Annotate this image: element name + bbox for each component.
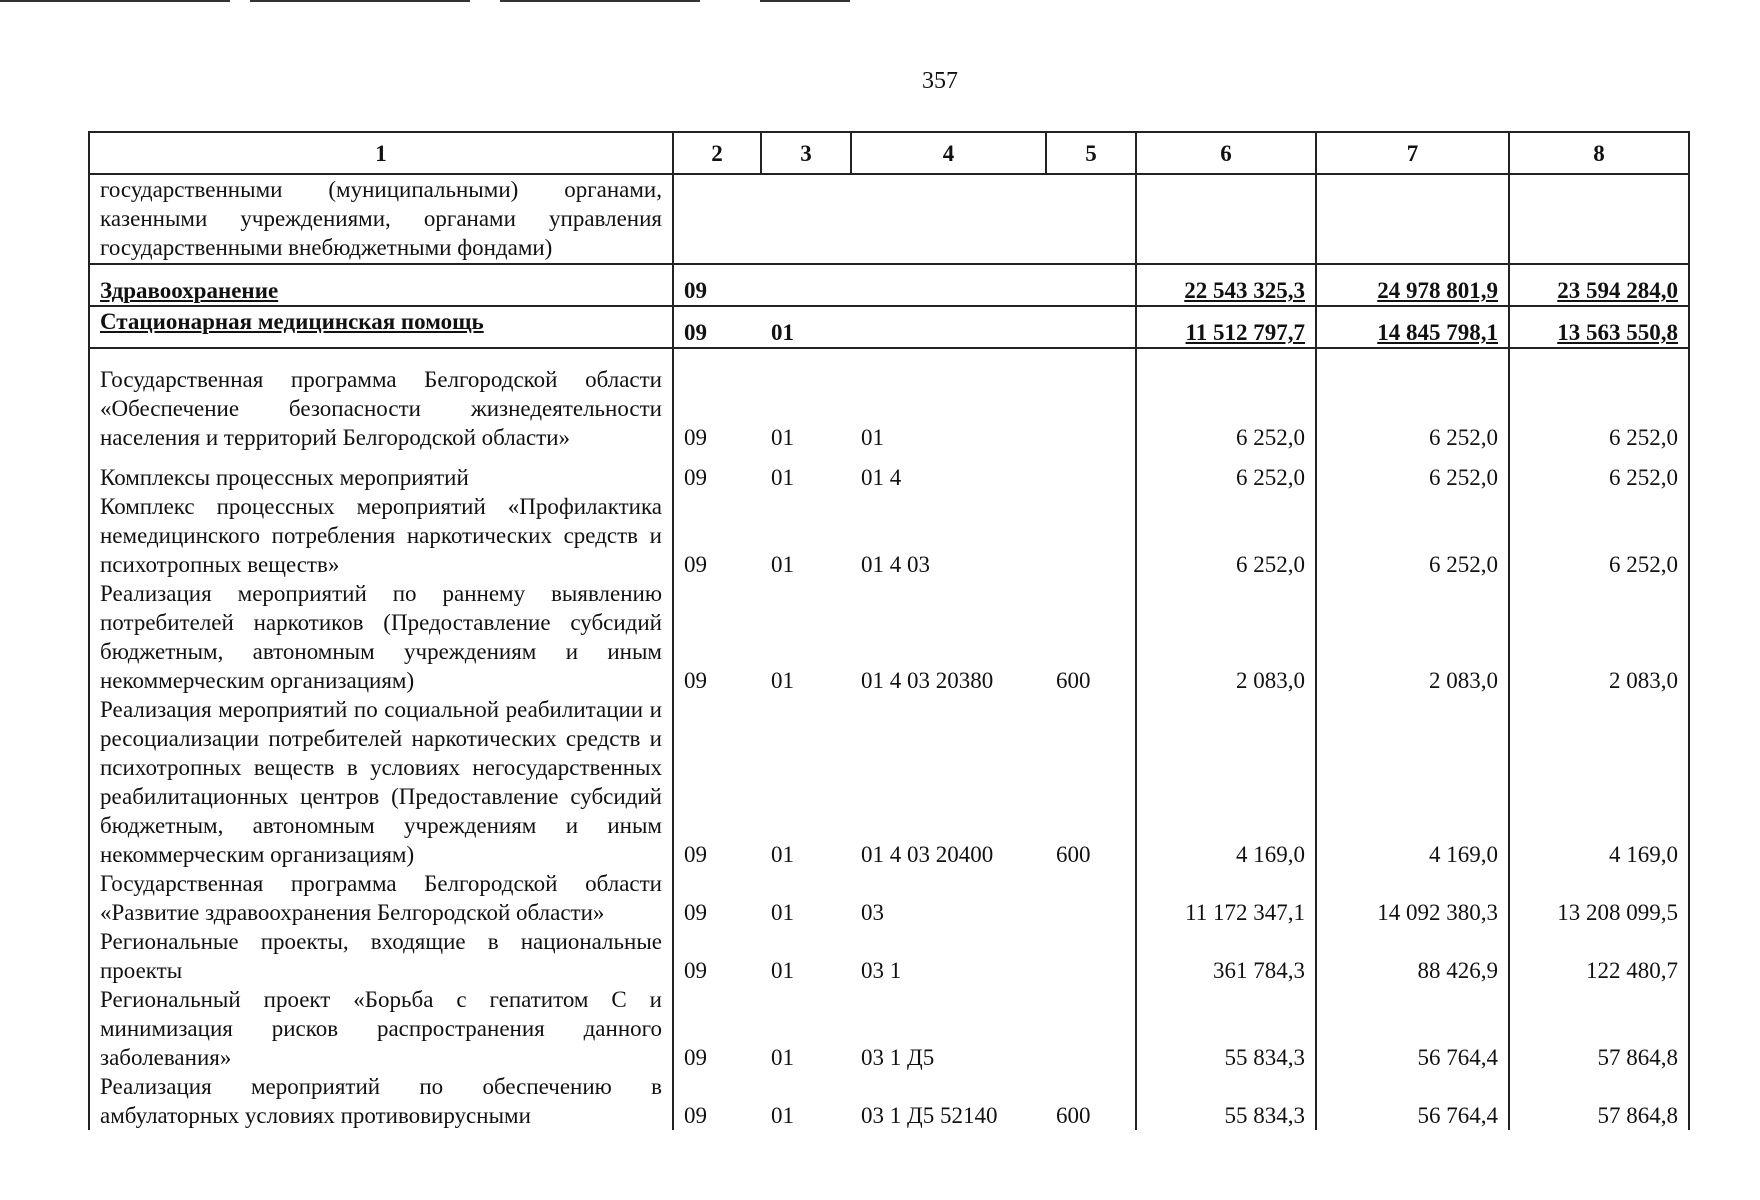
row-subsection-code: 01 bbox=[761, 306, 851, 348]
row-section-code: 09 bbox=[684, 900, 707, 925]
table-row bbox=[89, 695, 1689, 869]
row-value-6: 6 252,0 bbox=[1136, 492, 1316, 579]
table-row bbox=[89, 1072, 1689, 1130]
row-name: Государственная программа Белгородской области «Развитие здравоохранения Белгородской области» bbox=[89, 869, 673, 927]
column-header: 6 bbox=[1136, 132, 1316, 174]
row-subsection-code: 01 bbox=[771, 465, 794, 490]
row-expense-type: 600 bbox=[1046, 695, 1136, 869]
row-target-code: 03 1 bbox=[861, 958, 902, 983]
row-name: Комплекс процессных мероприятий «Профилактика немедицинского потребления наркотических средств и психотропных веществ» bbox=[89, 492, 673, 579]
top-edge-rule bbox=[500, 0, 700, 2]
row-name: Государственная программа Белгородской области «Обеспечение безопасности жизнедеятельности населения и территорий Белгородской области» bbox=[89, 348, 673, 452]
row-target-code: 03 1 Д5 bbox=[861, 1045, 935, 1070]
row-target-code: 01 4 bbox=[861, 465, 902, 490]
column-header: 2 bbox=[673, 132, 761, 174]
row-section-code: 09 bbox=[684, 1103, 707, 1128]
row-value-8: 122 480,7 bbox=[1509, 927, 1689, 985]
row-value-6 bbox=[1136, 174, 1316, 264]
row-section-code: 09 bbox=[684, 842, 707, 867]
row-section-code: 09 bbox=[673, 264, 761, 306]
row-expense-type bbox=[1046, 348, 1136, 452]
row-value-7: 6 252,0 bbox=[1316, 452, 1509, 492]
row-expense-type bbox=[1046, 306, 1136, 348]
row-value-6: 55 834,3 bbox=[1136, 985, 1316, 1072]
row-expense-type bbox=[1046, 927, 1136, 985]
row-subsection-code: 01 bbox=[771, 552, 794, 577]
row-value-6: 55 834,3 bbox=[1136, 1072, 1316, 1130]
column-header: 3 bbox=[761, 132, 851, 174]
row-target-code: 01 4 03 bbox=[861, 552, 930, 577]
table-row bbox=[89, 348, 1689, 452]
table-row bbox=[89, 579, 1689, 695]
row-value-7 bbox=[1316, 174, 1509, 264]
row-target-code bbox=[851, 306, 1046, 348]
top-edge-rule bbox=[760, 0, 850, 2]
column-header: 7 bbox=[1316, 132, 1509, 174]
row-value-8: 23 594 284,0 bbox=[1509, 264, 1689, 306]
row-expense-type bbox=[1046, 174, 1136, 264]
column-header: 1 bbox=[89, 132, 673, 174]
row-target-code: 01 4 03 20380 bbox=[861, 668, 994, 693]
row-section-code: 09 bbox=[684, 552, 707, 577]
row-section-code: 09 bbox=[673, 306, 761, 348]
row-target-code bbox=[851, 174, 1046, 264]
row-expense-type bbox=[1046, 452, 1136, 492]
row-subsection-code: 01 bbox=[771, 1045, 794, 1070]
column-header: 5 bbox=[1046, 132, 1136, 174]
row-value-7: 14 845 798,1 bbox=[1316, 306, 1509, 348]
row-value-7: 88 426,9 bbox=[1316, 927, 1509, 985]
row-section-code: 09 bbox=[684, 1045, 707, 1070]
row-expense-type: 600 bbox=[1046, 1072, 1136, 1130]
row-value-8: 57 864,8 bbox=[1509, 1072, 1689, 1130]
row-value-6: 6 252,0 bbox=[1136, 452, 1316, 492]
row-name: Стационарная медицинская помощь bbox=[89, 306, 673, 348]
row-name: Реализация мероприятий по раннему выявлению потребителей наркотиков (Предоставление субсидий бюджетным, автономным учреждениям и иным некоммерческим организациям) bbox=[89, 579, 673, 695]
table-row bbox=[89, 174, 1689, 264]
row-subsection-code: 01 bbox=[771, 425, 794, 450]
row-value-8: 57 864,8 bbox=[1509, 985, 1689, 1072]
row-name: Региональный проект «Борьба с гепатитом С и минимизация рисков распространения данного заболевания» bbox=[89, 985, 673, 1072]
row-subsection-code bbox=[761, 264, 851, 306]
row-value-8: 13 208 099,5 bbox=[1509, 869, 1689, 927]
row-value-7: 56 764,4 bbox=[1316, 985, 1509, 1072]
row-value-8: 13 563 550,8 bbox=[1509, 306, 1689, 348]
column-header: 8 bbox=[1509, 132, 1689, 174]
row-value-8: 6 252,0 bbox=[1509, 452, 1689, 492]
row-section-code: 09 bbox=[684, 465, 707, 490]
row-value-6: 11 172 347,1 bbox=[1136, 869, 1316, 927]
row-target-code: 03 1 Д5 52140 bbox=[861, 1103, 998, 1128]
row-expense-type bbox=[1046, 264, 1136, 306]
row-value-6: 4 169,0 bbox=[1136, 695, 1316, 869]
table-row bbox=[89, 264, 1689, 306]
row-expense-type bbox=[1046, 985, 1136, 1072]
row-expense-type bbox=[1046, 492, 1136, 579]
row-subsection-code: 01 bbox=[771, 958, 794, 983]
row-subsection-code: 01 bbox=[771, 900, 794, 925]
row-value-7: 14 092 380,3 bbox=[1316, 869, 1509, 927]
row-target-code: 03 bbox=[861, 900, 884, 925]
row-target-code: 01 bbox=[861, 425, 884, 450]
row-value-6: 11 512 797,7 bbox=[1136, 306, 1316, 348]
row-value-8: 4 169,0 bbox=[1509, 695, 1689, 869]
table-row bbox=[89, 927, 1689, 985]
row-section-code: 09 bbox=[684, 425, 707, 450]
row-subsection-code: 01 bbox=[771, 1103, 794, 1128]
row-name: Здравоохранение bbox=[89, 264, 673, 306]
table-row bbox=[89, 869, 1689, 927]
row-target-code bbox=[851, 264, 1046, 306]
row-value-6: 6 252,0 bbox=[1136, 348, 1316, 452]
table-row bbox=[89, 985, 1689, 1072]
column-header: 4 bbox=[851, 132, 1046, 174]
row-value-6: 22 543 325,3 bbox=[1136, 264, 1316, 306]
row-name: Реализация мероприятий по обеспечению в амбулаторных условиях противовирусными bbox=[89, 1072, 673, 1130]
row-expense-type bbox=[1046, 869, 1136, 927]
table-row bbox=[89, 492, 1689, 579]
row-subsection-code: 01 bbox=[771, 668, 794, 693]
row-expense-type: 600 bbox=[1046, 579, 1136, 695]
row-section-code bbox=[673, 174, 761, 264]
row-name: Региональные проекты, входящие в национальные проекты bbox=[89, 927, 673, 985]
row-section-code: 09 bbox=[684, 958, 707, 983]
row-value-8: 6 252,0 bbox=[1509, 492, 1689, 579]
row-value-7: 6 252,0 bbox=[1316, 492, 1509, 579]
page-number: 357 bbox=[922, 68, 958, 94]
row-subsection-code: 01 bbox=[771, 842, 794, 867]
row-name: Реализация мероприятий по социальной реабилитации и ресоциализации потребителей наркотических средств и психотропных веществ в условиях негосударственных реабилитационных центров (Предоставление субсидий бюджетным, автономным учреждениям и иным некоммерческим организациям) bbox=[89, 695, 673, 869]
row-target-code: 01 4 03 20400 bbox=[861, 842, 994, 867]
row-value-6: 2 083,0 bbox=[1136, 579, 1316, 695]
row-name: Комплексы процессных мероприятий bbox=[89, 452, 673, 492]
row-section-code: 09 bbox=[684, 668, 707, 693]
budget-table bbox=[88, 131, 1690, 1130]
row-value-7: 56 764,4 bbox=[1316, 1072, 1509, 1130]
table-row bbox=[89, 306, 1689, 348]
row-value-7: 24 978 801,9 bbox=[1316, 264, 1509, 306]
row-subsection-code bbox=[761, 174, 851, 264]
row-name: государственными (муниципальными) органами, казенными учреждениями, органами управления государственными внебюджетными фондами) bbox=[89, 174, 673, 264]
top-edge-rule bbox=[0, 0, 230, 2]
row-value-8: 6 252,0 bbox=[1509, 348, 1689, 452]
row-value-8 bbox=[1509, 174, 1689, 264]
row-value-8: 2 083,0 bbox=[1509, 579, 1689, 695]
top-edge-rule bbox=[250, 0, 470, 2]
table-row bbox=[89, 452, 1689, 492]
row-value-7: 2 083,0 bbox=[1316, 579, 1509, 695]
row-value-7: 4 169,0 bbox=[1316, 695, 1509, 869]
row-value-7: 6 252,0 bbox=[1316, 348, 1509, 452]
row-value-6: 361 784,3 bbox=[1136, 927, 1316, 985]
table-header-row bbox=[89, 132, 1689, 174]
